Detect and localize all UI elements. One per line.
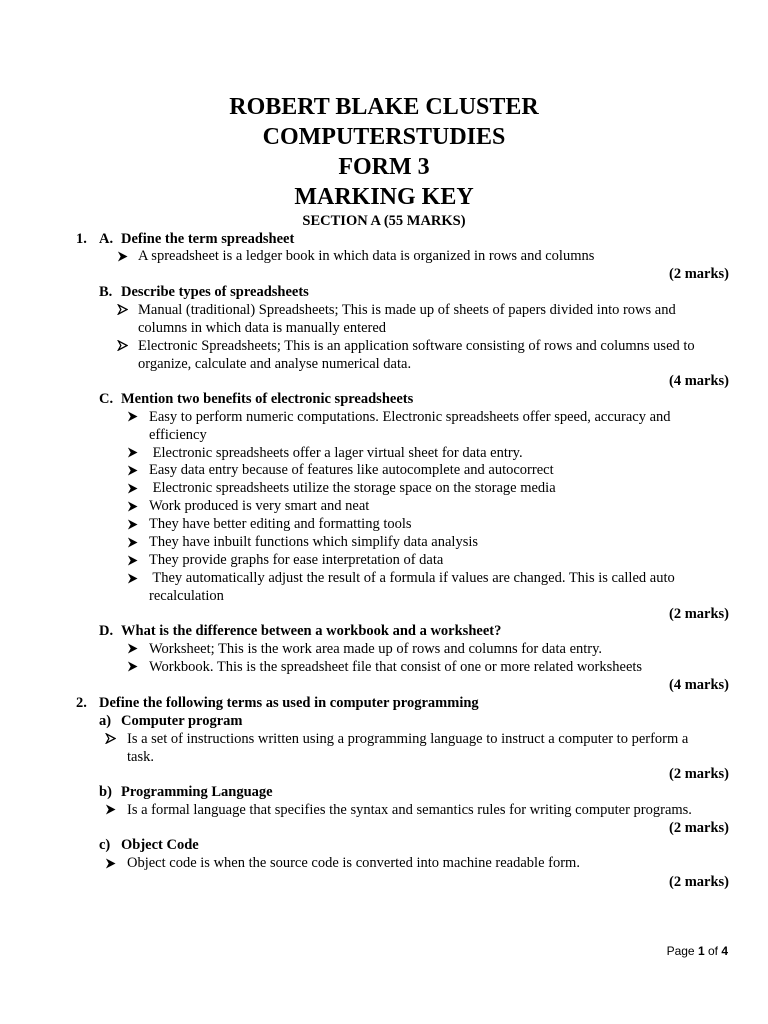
arrow-bullet-icon [127, 483, 138, 494]
answer-text: They automatically adjust the result of a formula if values are changed. This is called auto [149, 570, 675, 586]
arrow-bullet-icon [127, 573, 138, 584]
answer-text: Easy to perform numeric computations. Electronic spreadsheets offer speed, accuracy and [149, 409, 671, 425]
marks-label: (2 marks) [668, 766, 729, 782]
answer-text: They have inbuilt functions which simplify data analysis [149, 534, 479, 550]
arrow-bullet-icon [127, 447, 138, 458]
answer-text: A spreadsheet is a ledger book in which data is organized in rows and columns [138, 248, 595, 264]
answer-text: Work produced is very smart and neat [149, 498, 370, 514]
document-title: MARKING KEY [294, 184, 474, 210]
page-number: Page 1 of 4 [666, 944, 728, 958]
part-heading: What is the difference between a workbook and a worksheet? [121, 623, 502, 639]
question-number: 1. [76, 231, 87, 247]
answer-text: task. [127, 749, 154, 765]
marks-label: (2 marks) [668, 820, 729, 836]
answer-text: Manual (traditional) Spreadsheets; This is made up of sheets of papers divided into rows and [138, 302, 676, 318]
arrow-bullet-icon [105, 804, 116, 815]
answer-text: organize, calculate and analyse numerical data. [138, 356, 412, 372]
question-number: 2. [76, 695, 87, 711]
answer-text: columns in which data is manually entered [138, 320, 387, 336]
marks-label: (4 marks) [668, 373, 729, 389]
answer-text: Workbook. This is the spreadsheet file that consist of one or more related worksheets [149, 659, 643, 675]
school-name: ROBERT BLAKE CLUSTER [229, 94, 539, 120]
answer-text: recalculation [149, 588, 224, 604]
arrow-bullet-icon [105, 858, 116, 869]
marks-label: (4 marks) [668, 677, 729, 693]
part-heading: Mention two benefits of electronic spreadsheets [121, 391, 414, 407]
question-heading: Define the following terms as used in computer programming [99, 695, 479, 711]
arrow-bullet-icon [127, 411, 138, 422]
arrow-bullet-icon [127, 519, 138, 530]
part-letter: a) [99, 713, 112, 729]
marks-label: (2 marks) [668, 606, 729, 622]
part-letter: B. [99, 284, 113, 300]
arrow-bullet-icon [127, 501, 138, 512]
answer-text: Worksheet; This is the work area made up of rows and columns for data entry. [149, 641, 603, 657]
part-heading: Describe types of spreadsheets [121, 284, 309, 300]
part-heading: Define the term spreadsheet [121, 231, 295, 247]
answer-text: Electronic spreadsheets utilize the storage space on the storage media [149, 480, 556, 496]
subject-title: COMPUTERSTUDIES [262, 124, 506, 150]
answer-text: Electronic Spreadsheets; This is an application software consisting of rows and columns used to [138, 338, 695, 354]
arrow-bullet-icon [117, 304, 128, 315]
answer-text: Is a set of instructions written using a programming language to instruct a computer to perform a [127, 731, 689, 747]
answer-text: They provide graphs for ease interpretation of data [149, 552, 444, 568]
part-letter: b) [99, 784, 112, 800]
answer-text: Object code is when the source code is converted into machine readable form. [127, 855, 580, 871]
arrow-bullet-icon [127, 537, 138, 548]
arrow-bullet-icon [105, 733, 116, 744]
marks-label: (2 marks) [668, 874, 729, 890]
arrow-bullet-icon [127, 555, 138, 566]
part-heading: Programming Language [121, 784, 273, 800]
arrow-bullet-icon [127, 643, 138, 654]
answer-text: They have better editing and formatting tools [149, 516, 412, 532]
part-letter: A. [99, 231, 114, 247]
answer-text: Is a formal language that specifies the syntax and semantics rules for writing computer programs. [127, 802, 692, 818]
part-letter: C. [99, 391, 114, 407]
part-heading: Computer program [121, 713, 243, 729]
part-letter: D. [99, 623, 114, 639]
part-letter: c) [99, 837, 111, 853]
arrow-bullet-icon [127, 465, 138, 476]
marks-label: (2 marks) [668, 266, 729, 282]
form-title: FORM 3 [338, 154, 430, 180]
arrow-bullet-icon [117, 251, 128, 262]
answer-text: efficiency [149, 427, 207, 443]
answer-text: Electronic spreadsheets offer a lager virtual sheet for data entry. [149, 445, 523, 461]
part-heading: Object Code [121, 837, 199, 853]
answer-text: Easy data entry because of features like autocomplete and autocorrect [149, 462, 554, 478]
arrow-bullet-icon [117, 340, 128, 351]
arrow-bullet-icon [127, 661, 138, 672]
section-title: SECTION A (55 MARKS) [302, 213, 466, 229]
